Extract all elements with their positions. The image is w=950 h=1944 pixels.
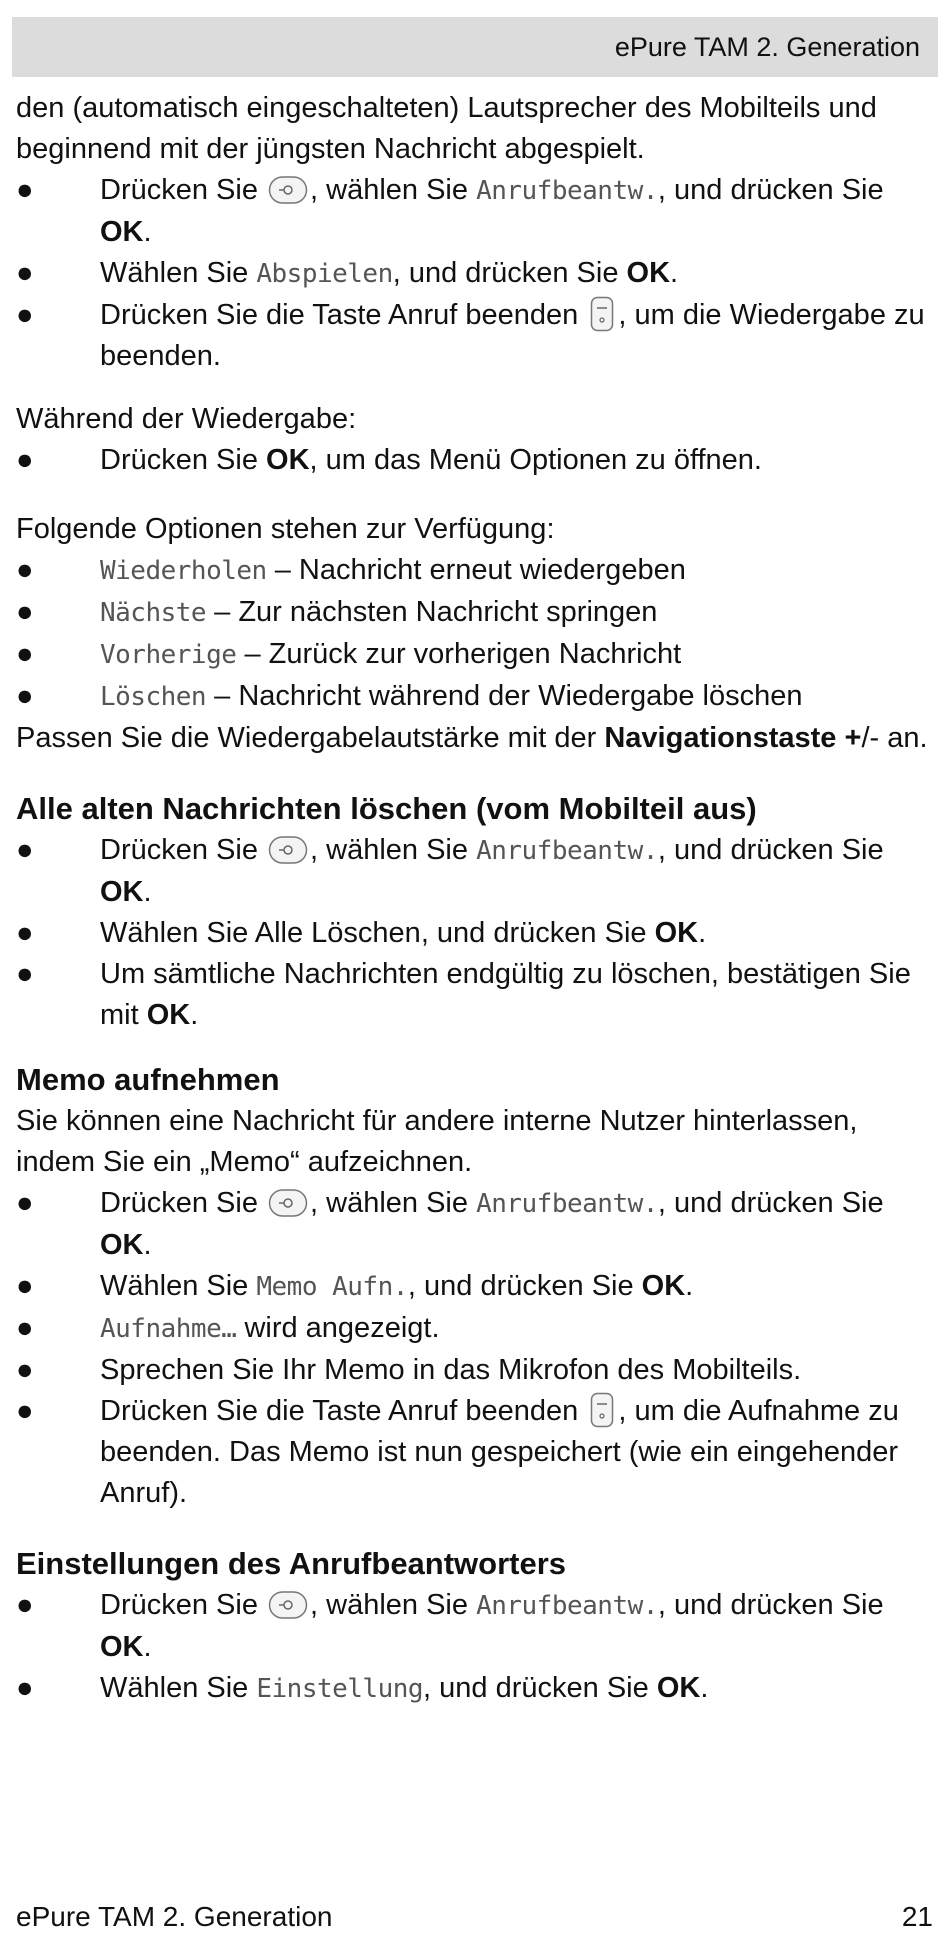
step-text: Drücken Sie die Taste Anruf beenden: [100, 1395, 587, 1427]
page-header: [12, 17, 938, 77]
step-text: .: [143, 876, 152, 908]
step-text: .: [670, 257, 679, 289]
step-text: Drücken Sie: [100, 174, 267, 206]
step-text: .: [698, 917, 707, 949]
list-item: [16, 1266, 941, 1308]
lcd-menu-text: Vorherige: [100, 640, 237, 670]
bullet: ●: [16, 1395, 34, 1427]
menu-key-icon: [268, 835, 308, 865]
step-text: , wählen Sie: [310, 1187, 477, 1219]
step-text: Wählen Sie: [100, 1270, 257, 1302]
ok-key-label: OK: [654, 917, 699, 949]
step-text: , und drücken Sie: [657, 174, 884, 206]
lcd-menu-text: Anrufbeantw.: [476, 176, 658, 206]
ok-key-label: OK: [100, 216, 144, 248]
step-text: , und drücken Sie: [407, 1270, 642, 1302]
navigation-key-label: Navigationstaste: [604, 722, 837, 754]
ok-key-label: OK: [266, 444, 310, 476]
ok-key-label: OK: [656, 1672, 701, 1704]
list-item: [16, 295, 941, 377]
lcd-menu-text: Einstellung: [256, 1674, 424, 1704]
list-item: [16, 1308, 941, 1350]
bullet: ●: [16, 834, 34, 866]
list-item: [16, 592, 941, 634]
lcd-menu-text: Löschen: [100, 682, 207, 712]
list-item: [16, 634, 941, 676]
step-text: , und drücken Sie: [423, 1672, 657, 1704]
step-text: , wählen Sie: [310, 174, 477, 206]
menu-key-icon: [268, 1590, 308, 1620]
step-text: , um die Wiedergabe zu beenden.: [100, 299, 925, 372]
play-steps-list: [16, 170, 941, 377]
page-content: [16, 88, 941, 1710]
section-heading-memo: Memo aufnehmen: [16, 1062, 280, 1097]
step-text: , und drücken Sie: [657, 1187, 884, 1219]
step-text: .: [143, 1631, 152, 1663]
step-text: Um sämtliche Nachrichten endgültig zu löschen, bestätigen Sie mit: [100, 958, 911, 1031]
step-text: .: [143, 1229, 152, 1261]
options-intro: Folgende Optionen stehen zur Verfügung:: [16, 513, 555, 545]
lcd-menu-text: Nächste: [100, 598, 207, 628]
bullet: ●: [16, 299, 34, 331]
end-call-key-icon: [590, 296, 614, 332]
page-footer: [16, 1900, 933, 1934]
bullet: ●: [16, 257, 34, 289]
bullet: ●: [16, 958, 34, 990]
list-item: [16, 1585, 941, 1668]
step-text: , wählen Sie: [310, 834, 477, 866]
menu-key-icon: [268, 175, 308, 205]
step-text: Drücken Sie die Taste Anruf beenden: [100, 299, 587, 331]
bullet: ●: [16, 917, 34, 949]
bullet: ●: [16, 1312, 34, 1344]
during-label: Während der Wiedergabe:: [16, 403, 357, 435]
step-text: Drücken Sie: [100, 444, 267, 476]
bullet: ●: [16, 596, 34, 628]
lcd-menu-text: Anrufbeantw.: [476, 1591, 658, 1621]
bullet: ●: [16, 638, 34, 670]
menu-key-icon: [268, 1188, 308, 1218]
footer-title: ePure TAM 2. Generation: [16, 1901, 333, 1932]
lcd-menu-text: Memo Aufn.: [256, 1272, 408, 1302]
step-text: Wählen Sie Alle Löschen, und drücken Sie: [100, 917, 655, 949]
step-text: , und drücken Sie: [657, 1589, 884, 1621]
ok-key-label: OK: [100, 1631, 144, 1663]
list-item: [16, 170, 941, 253]
memo-steps-list: [16, 1183, 941, 1514]
bullet: ●: [16, 680, 34, 712]
list-item: [16, 676, 941, 718]
plus-label: +: [844, 722, 862, 754]
step-text: Drücken Sie: [100, 1589, 267, 1621]
step-text: .: [190, 999, 199, 1031]
list-item: [16, 550, 941, 592]
step-text: , wählen Sie: [310, 1589, 477, 1621]
list-item: [16, 954, 941, 1036]
section-heading-settings: Einstellungen des Anrufbeantworters: [16, 1546, 567, 1581]
bullet: ●: [16, 1270, 34, 1302]
step-text: Wählen Sie: [100, 257, 257, 289]
list-item: [16, 830, 941, 913]
ok-key-label: OK: [626, 257, 671, 289]
page-number: 21: [901, 1901, 933, 1932]
header-title: ePure TAM 2. Generation: [614, 31, 920, 62]
step-text: Wählen Sie: [100, 1672, 257, 1704]
step-text: , um die Aufnahme zu beenden. Das Memo ist nun gespeichert (wie ein eingehender Anruf).: [100, 1395, 899, 1509]
step-text: .: [685, 1270, 694, 1302]
bullet: ●: [16, 1187, 34, 1219]
volume-text: /- an.: [861, 722, 928, 754]
option-text: – Zurück zur vorherigen Nachricht: [236, 638, 682, 670]
options-list: [16, 550, 941, 718]
list-item: [16, 440, 941, 481]
list-item: [16, 1668, 941, 1710]
list-item: [16, 1350, 941, 1391]
intro-paragraph: den (automatisch eingeschalteten) Lautsprecher des Mobilteils und beginnend mit der jüngsten Nachricht abgespielt.: [16, 92, 877, 165]
bullet: ●: [16, 444, 34, 476]
step-text: , um das Menü Optionen zu öffnen.: [309, 444, 762, 476]
bullet: ●: [16, 554, 34, 586]
list-item: [16, 253, 941, 295]
ok-key-label: OK: [100, 1229, 144, 1261]
during-list: [16, 440, 941, 481]
settings-steps-list: [16, 1585, 941, 1710]
ok-key-label: OK: [146, 999, 191, 1031]
step-text: , und drücken Sie: [392, 257, 627, 289]
step-text: , und drücken Sie: [657, 834, 884, 866]
ok-key-label: OK: [100, 876, 144, 908]
memo-intro: Sie können eine Nachricht für andere interne Nutzer hinterlassen, indem Sie ein „Memo“ aufzeichnen.: [16, 1105, 858, 1178]
list-item: [16, 913, 941, 954]
volume-text: Passen Sie die Wiedergabelautstärke mit der: [16, 722, 605, 754]
lcd-menu-text: Anrufbeantw.: [476, 1189, 658, 1219]
volume-paragraph: [16, 718, 941, 759]
ok-key-label: OK: [641, 1270, 686, 1302]
end-call-key-icon: [590, 1392, 614, 1428]
step-text: .: [700, 1672, 709, 1704]
lcd-menu-text: Abspielen: [256, 259, 393, 289]
step-text: .: [143, 216, 152, 248]
lcd-menu-text: Aufnahme…: [100, 1314, 237, 1344]
option-text: – Nachricht erneut wiedergeben: [266, 554, 686, 586]
lcd-menu-text: Anrufbeantw.: [476, 836, 658, 866]
step-text: Drücken Sie: [100, 834, 267, 866]
list-item: [16, 1183, 941, 1266]
bullet: ●: [16, 1672, 34, 1704]
bullet: ●: [16, 1354, 34, 1386]
lcd-menu-text: Wiederholen: [100, 556, 267, 586]
step-text: Drücken Sie: [100, 1187, 267, 1219]
delete-steps-list: [16, 830, 941, 1036]
bullet: ●: [16, 174, 34, 206]
option-text: – Nachricht während der Wiedergabe löschen: [206, 680, 803, 712]
section-heading-delete: Alle alten Nachrichten löschen (vom Mobilteil aus): [16, 791, 757, 826]
bullet: ●: [16, 1589, 34, 1621]
step-text: wird angezeigt.: [236, 1312, 440, 1344]
step-text: Sprechen Sie Ihr Memo in das Mikrofon des Mobilteils.: [100, 1354, 802, 1386]
option-text: – Zur nächsten Nachricht springen: [206, 596, 658, 628]
list-item: [16, 1391, 941, 1514]
